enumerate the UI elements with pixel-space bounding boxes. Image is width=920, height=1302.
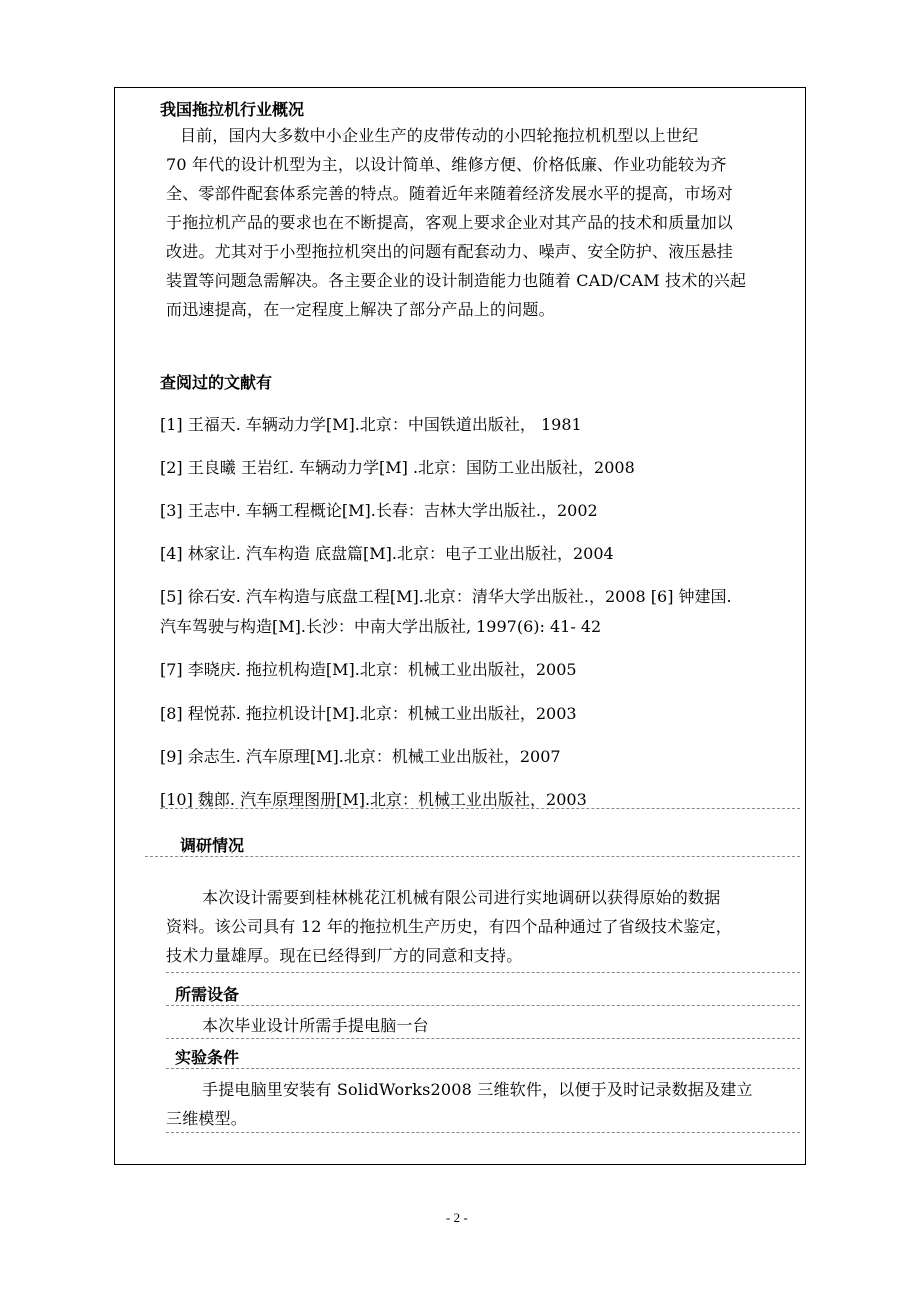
dashed-divider	[145, 856, 800, 857]
reference-item: [5] 徐石安. 汽车构造与底盘工程[M].北京：清华大学出版社.，2008 [6] 钟建国.	[160, 587, 732, 606]
paragraph-line: 资料。该公司具有 12 年的拖拉机生产历史，有四个品种通过了省级技术鉴定，	[166, 917, 732, 936]
section-title-research: 调研情况	[180, 836, 245, 855]
paragraph-line: 而迅速提高，在一定程度上解决了部分产品上的问题。	[166, 300, 555, 319]
section-title-equipment: 所需设备	[175, 985, 240, 1004]
section-title-conditions: 实验条件	[175, 1048, 240, 1067]
dashed-divider	[166, 1132, 800, 1133]
page-number: - 2 -	[446, 1210, 468, 1225]
dashed-divider	[166, 972, 800, 973]
paragraph-line: 三维模型。	[166, 1109, 248, 1128]
reference-item: [1] 王福天. 车辆动力学[M].北京：中国铁道出版社， 1981	[160, 415, 582, 434]
equipment-text: 本次毕业设计所需手提电脑一台	[202, 1016, 429, 1035]
research-paragraph	[166, 883, 798, 970]
paragraph-line: 本次设计需要到桂林桃花江机械有限公司进行实地调研以获得原始的数据	[202, 888, 721, 907]
paragraph-line: 全、零部件配套体系完善的特点。随着近年来随着经济发展水平的提高，市场对	[166, 184, 734, 203]
paragraph-line: 于拖拉机产品的要求也在不断提高，客观上要求企业对其产品的技术和质量加以	[166, 213, 734, 232]
reference-item: [3] 王志中. 车辆工程概论[M].长春：吉林大学出版社.，2002	[160, 501, 598, 520]
paragraph-line: 改进。尤其对于小型拖拉机突出的问题有配套动力、噪声、安全防护、液压悬挂	[166, 242, 734, 261]
conditions-paragraph	[166, 1075, 798, 1133]
reference-item: [7] 李晓庆. 拖拉机构造[M].北京：机械工业出版社，2005	[160, 660, 577, 679]
paragraph-line: 70 年代的设计机型为主，以设计简单、维修方便、价格低廉、作业功能较为齐	[166, 155, 727, 174]
industry-overview-paragraph	[166, 121, 796, 324]
dashed-divider	[166, 1068, 800, 1069]
section-title-references: 查阅过的文献有	[160, 373, 273, 392]
paragraph-line: 目前，国内大多数中小企业生产的皮带传动的小四轮拖拉机机型以上世纪	[180, 126, 699, 145]
dashed-divider	[166, 1005, 800, 1006]
reference-item: [9] 余志生. 汽车原理[M].北京：机械工业出版社，2007	[160, 747, 561, 766]
dashed-divider	[160, 808, 800, 809]
paragraph-line: 手提电脑里安装有 SolidWorks2008 三维软件，以便于及时记录数据及建立	[202, 1080, 753, 1099]
reference-item: [4] 林家让. 汽车构造 底盘篇[M].北京：电子工业出版社，2004	[160, 544, 614, 563]
dashed-divider	[166, 1038, 800, 1039]
section-title-industry-overview: 我国拖拉机行业概况	[160, 100, 305, 119]
paragraph-line: 技术力量雄厚。现在已经得到厂方的同意和支持。	[166, 946, 523, 965]
reference-item: [8] 程悦荪. 拖拉机设计[M].北京：机械工业出版社，2003	[160, 704, 577, 723]
reference-item: [2] 王良曦 王岩红. 车辆动力学[M] .北京：国防工业出版社，2008	[160, 458, 635, 477]
reference-item: [10] 魏郎. 汽车原理图册[M].北京：机械工业出版社，2003	[160, 790, 587, 809]
paragraph-line: 装置等问题急需解决。各主要企业的设计制造能力也随着 CAD/CAM 技术的兴起	[166, 271, 747, 290]
reference-item-continued: 汽车驾驶与构造[M].长沙：中南大学出版社, 1997(6): 41- 42	[160, 617, 602, 636]
